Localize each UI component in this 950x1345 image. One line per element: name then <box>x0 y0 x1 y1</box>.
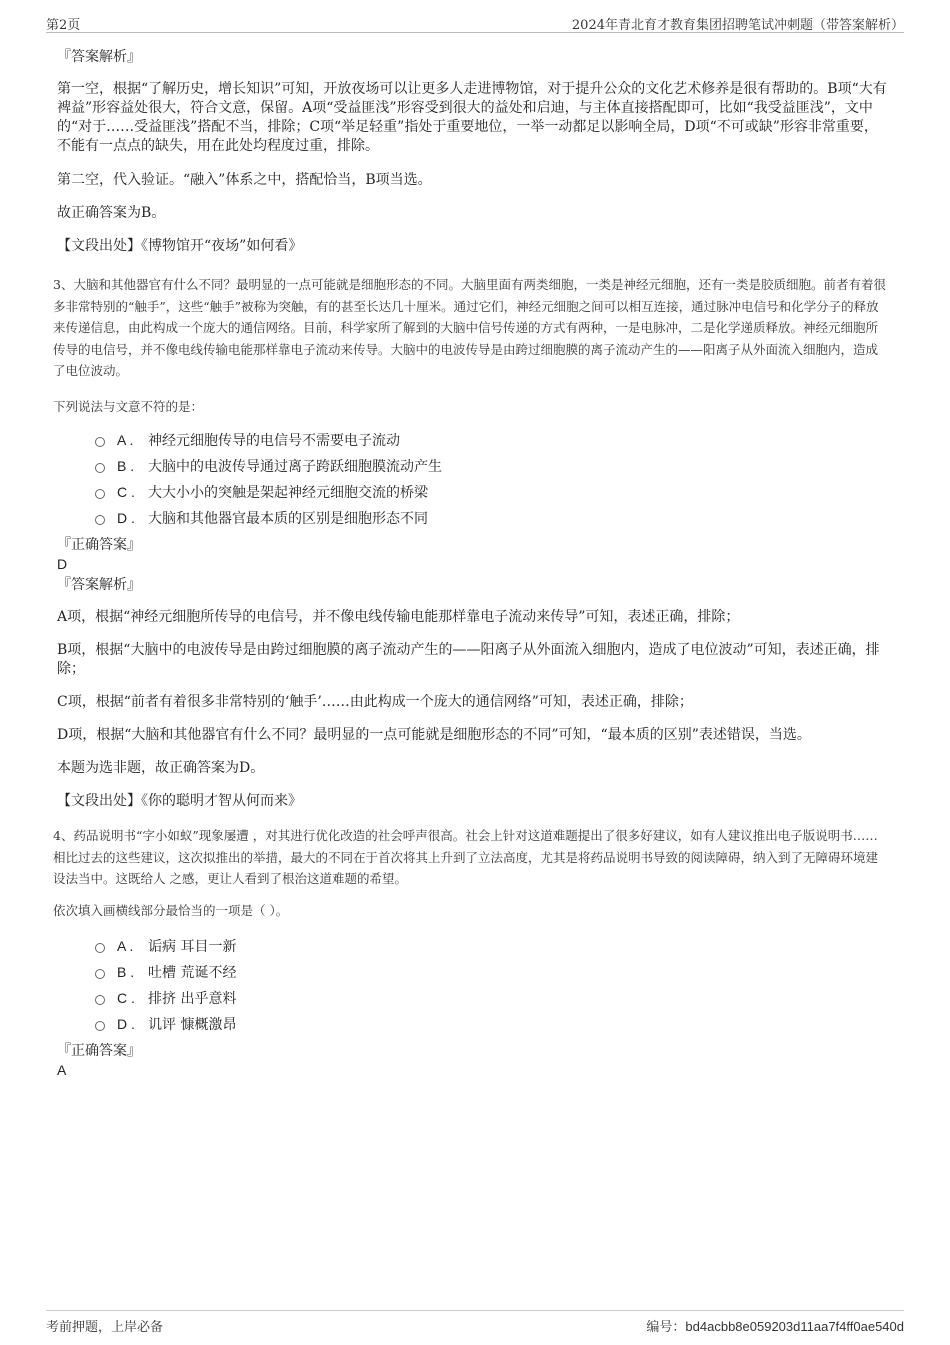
source-citation: 【文段出处】《博物馆开“夜场”如何看》 <box>57 238 303 254</box>
radio-button[interactable] <box>95 437 105 447</box>
analysis-label: 『答案解析』 <box>57 577 141 593</box>
correct-answer: D <box>57 556 68 572</box>
radio-button[interactable] <box>95 515 105 525</box>
radio-button[interactable] <box>95 489 105 499</box>
document-code <box>646 1316 904 1335</box>
analysis-item: D项，根据“大脑和其他器官有什么不同？最明显的一点可能就是细胞形态的不同”可知，“最本质的区别”表述错误，当选。 <box>57 727 811 743</box>
correct-answer: A <box>57 1062 67 1078</box>
option-a[interactable]: A . 诟病 耳目一新 <box>95 933 887 959</box>
option-c[interactable]: C . 排挤 出乎意料 <box>95 985 887 1011</box>
radio-button[interactable] <box>95 943 105 953</box>
page-content <box>53 44 887 1079</box>
analysis-item: A项，根据“神经元细胞所传导的电信号，并不像电线传输电能那样靠电子流动来传导”可知，表述正确，排除； <box>57 609 740 625</box>
radio-button[interactable] <box>95 1021 105 1031</box>
radio-button[interactable] <box>95 463 105 473</box>
footer-note: 考前押题，上岸必备 <box>46 1320 164 1335</box>
question-prompt: 依次填入画横线部分最恰当的一项是（ ）。 <box>53 902 289 918</box>
analysis-paragraph: 第一空，根据“了解历史，增长知识”可知，开放夜场可以让更多人走进博物馆，对于提升公众的文化艺术修养是很有帮助的。B项“大有裨益”形容益处很大，符合文意，保留。A项“受益匪浅”形容受到很大的益处和启迪，与主体直接搭配即可，比如“我受益匪浅”，文中的“对于……受益匪浅”搭配不当，排除；C项“举足轻重”指处于重要地位，一举一动都足以影响全局，D项“不可或缺”形容非常重要，不能有一点点的缺失，用在此处均程度过重，排除。 <box>57 81 887 154</box>
page-header <box>46 12 904 33</box>
analysis-conclusion: 故正确答案为B。 <box>57 205 166 221</box>
radio-button[interactable] <box>95 969 105 979</box>
option-c[interactable]: C . 大大小小的突触是架起神经元细胞交流的桥梁 <box>95 479 887 505</box>
question-prompt: 下列说法与文意不符的是： <box>53 398 204 414</box>
analysis-conclusion: 本题为选非题，故正确答案为D。 <box>57 760 265 776</box>
analysis-item: B项，根据“大脑中的电波传导是由跨过细胞膜的离子流动产生的——阳离子从外面流入细胞内，造成了电位波动”可知，表述正确，排除； <box>57 642 880 677</box>
options-list <box>57 933 887 1037</box>
page-footer <box>46 1310 904 1335</box>
document-title: 2024年青北育才教育集团招聘笔试冲刺题（带答案解析） <box>571 18 904 33</box>
source-citation: 【文段出处】《你的聪明才智从何而来》 <box>57 793 302 809</box>
option-d[interactable]: D . 大脑和其他器官最本质的区别是细胞形态不同 <box>95 505 887 531</box>
analysis-paragraph: 第二空，代入验证。“融入”体系之中，搭配恰当，B项当选。 <box>57 172 432 188</box>
question-stem: 3、大脑和其他器官有什么不同？最明显的一点可能就是细胞形态的不同。大脑里面有两类细胞，一类是神经元细胞，还有一类是胶质细胞。前者有着很多非常特别的“触手”，这些“触手”被称为突触，有的甚至长达几十厘米。通过它们，神经元细胞之间可以相互连接，通过脉冲电信号和化学分子的释放来传递信息，由此构成一个庞大的通信网络。目前，科学家所了解到的大脑中信号传递的方式有两种，一是电脉冲，二是化学递质释放。神经元细胞所传导的电信号，并不像电线传输电能那样靠电子流动来传导。大脑中的电波传导是由跨过细胞膜的离子流动产生的——阳离子从外面流入细胞内，造成了电位波动。 <box>53 277 886 378</box>
analysis-item: C项，根据“前者有着很多非常特别的‘触手’……由此构成一个庞大的通信网络”可知，表述正确，排除； <box>57 694 693 710</box>
page-number: 第2页 <box>46 18 81 33</box>
option-d[interactable]: D . 讥评 慷概激昂 <box>95 1011 887 1037</box>
option-a[interactable]: A . 神经元细胞传导的电信号不需要电子流动 <box>95 427 887 453</box>
code-label: 编号： <box>646 1320 686 1335</box>
correct-answer-label: 『正确答案』 <box>57 1043 141 1059</box>
option-b[interactable]: B . 大脑中的电波传导通过离子跨跃细胞膜流动产生 <box>95 453 887 479</box>
radio-button[interactable] <box>95 995 105 1005</box>
option-b[interactable]: B . 吐槽 荒诞不经 <box>95 959 887 985</box>
code-value: bd4acbb8e059203d11aa7f4ff0ae540d <box>685 1319 904 1334</box>
options-list <box>57 427 887 531</box>
correct-answer-label: 『正确答案』 <box>57 537 141 553</box>
question-stem: 4、药品说明书“字小如蚁”现象屡遭 ，对其进行优化改造的社会呼声很高。社会上针对这道难题提出了很多好建议，如有人建议推出电子版说明书……相比过去的这些建议，这次拟推出的举措，最大的不同在于首次将其上升到了立法高度，尤其是将药品说明书导致的阅读障碍，纳入到了无障碍环境建设法当中。这既给人 之感，更让人看到了根治这道难题的希望。 <box>53 828 879 886</box>
analysis-label: 『答案解析』 <box>57 49 141 65</box>
